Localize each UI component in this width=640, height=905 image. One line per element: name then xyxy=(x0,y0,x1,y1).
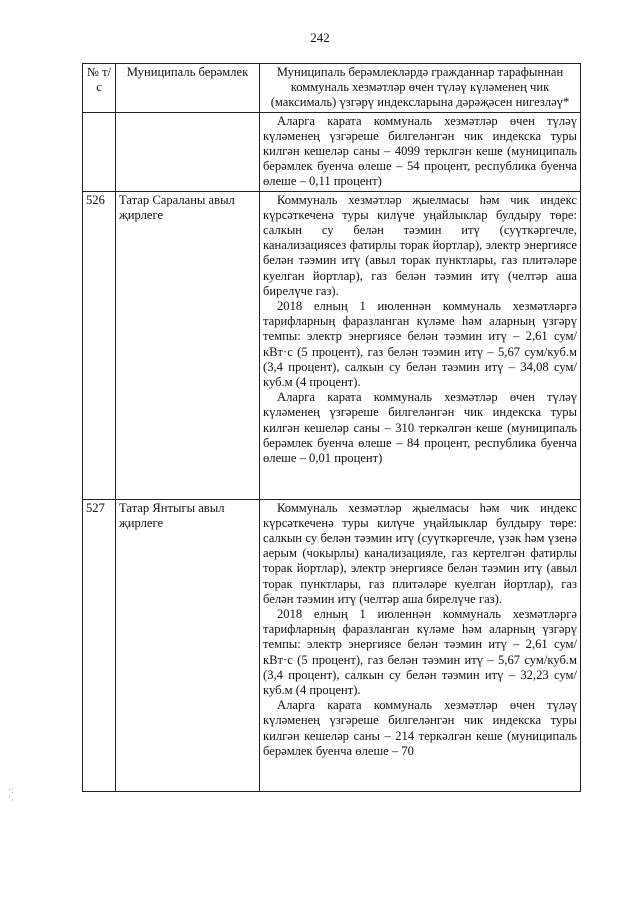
row-text xyxy=(260,499,581,791)
header-number: № т/с xyxy=(83,64,116,113)
row-paragraph: Коммуналь хезмәтләр җыелмасы һәм чик индекс күрсәткеченә туры килүче уңайлыклар булдыру төре: салкын су белән тәэмин итү (суүткәргечле, үзәк һәм үзенә аерым (чокырлы) канализацияле, газ кертелгән фатирлы торак йортлар), электр энергиясе белән тәэмин итү (авыл торак пунктлары, газ плитәләре куелган йортлар), газ белән тәэмин итү (челтәр аша бирелүче газ). xyxy=(263,500,577,606)
row-municipality: Татар Сараланы авыл җирлеге xyxy=(116,191,260,499)
row-number: 526 xyxy=(83,191,116,499)
page-number: 242 xyxy=(310,30,330,45)
header-level: Муниципаль берәмлекләрдә гражданнар тарафыннан коммуналь хезмәтләр өчен түләү күләменең чик (максималь) үзгәрү индексларына дәрәҗәсен нигезләү* xyxy=(260,64,581,113)
row-municipality: Татар Янтыгы авыл җирлеге xyxy=(116,499,260,791)
table-header-row xyxy=(83,64,581,113)
row-paragraph: 2018 елның 1 июленнән коммуналь хезмәтләргә тарифларның фаразланган күләме һәм аларның үзгәрү темпы: электр энергиясе белән тәэмин итү – 2,61 сум/кВт·с (5 процент), газ белән тәэмин итү – 5,67 сум/куб.м (3,4 процент), салкын су белән тәэмин итү – 34,08 сум/куб.м (4 процент). xyxy=(263,299,577,390)
scan-artifact-mark: ·: ˙· xyxy=(8,785,14,805)
table-row xyxy=(83,191,581,499)
row-paragraph: Аларга карата коммуналь хезмәтләр өчен түләү күләменең үзгәреше билгеләнгән чик индекска туры килгән кешеләр саны – 4099 терклгән кеше (муниципаль берәмлек буенча өлеше – 54 процент, республика буенча өлеше – 0,11 процент) xyxy=(263,113,577,189)
row-municipality xyxy=(116,112,260,191)
row-paragraph: Аларга карата коммуналь хезмәтләр өчен түләү күләменең үзгәреше билгеләнгән чик индекска туры килгән кешеләр саны – 214 теркәлгән кеше (муниципаль берәмлек буенча өлеше – 70 xyxy=(263,698,577,758)
row-number xyxy=(83,112,116,191)
header-municipality: Муниципаль берәмлек xyxy=(116,64,260,113)
row-number: 527 xyxy=(83,499,116,791)
row-text xyxy=(260,112,581,191)
municipality-table xyxy=(82,63,581,792)
row-paragraph: Аларга карата коммуналь хезмәтләр өчен түләү күләменең үзгәреше билгеләнгән чик индекска туры килгән кешеләр саны – 310 теркәлгән кеше (муниципаль берәмлек буенча өлеше – 84 процент, республика буенча өлеше – 0,01 процент) xyxy=(263,390,577,466)
table-row xyxy=(83,112,581,191)
table-row xyxy=(83,499,581,791)
row-paragraph: 2018 елның 1 июленнән коммуналь хезмәтләргә тарифларның фаразланган күләме һәм аларның үзгәрү темпы: электр энергиясе белән тәэмин итү – 2,61 сум/кВт·с (5 процент), газ белән тәэмин итү – 5,67 сум/куб.м (3,4 процент), салкын су белән тәэмин итү – 32,23 сум/куб.м (4 процент). xyxy=(263,607,577,698)
row-paragraph: Коммуналь хезмәтләр җыелмасы һәм чик индекс күрсәткеченә туры килүче уңайлыклар булдыру төре: салкын су белән тәэмин итү (суүткәргечле, канализациясез фатирлы торак йортлар), электр энергиясе белән тәэмин итү (авыл торак пунктлары, газ плитәләре куелган йортлар), газ белән тәэмин итү (челтәр аша бирелүче газ). xyxy=(263,192,577,298)
row-text xyxy=(260,191,581,499)
